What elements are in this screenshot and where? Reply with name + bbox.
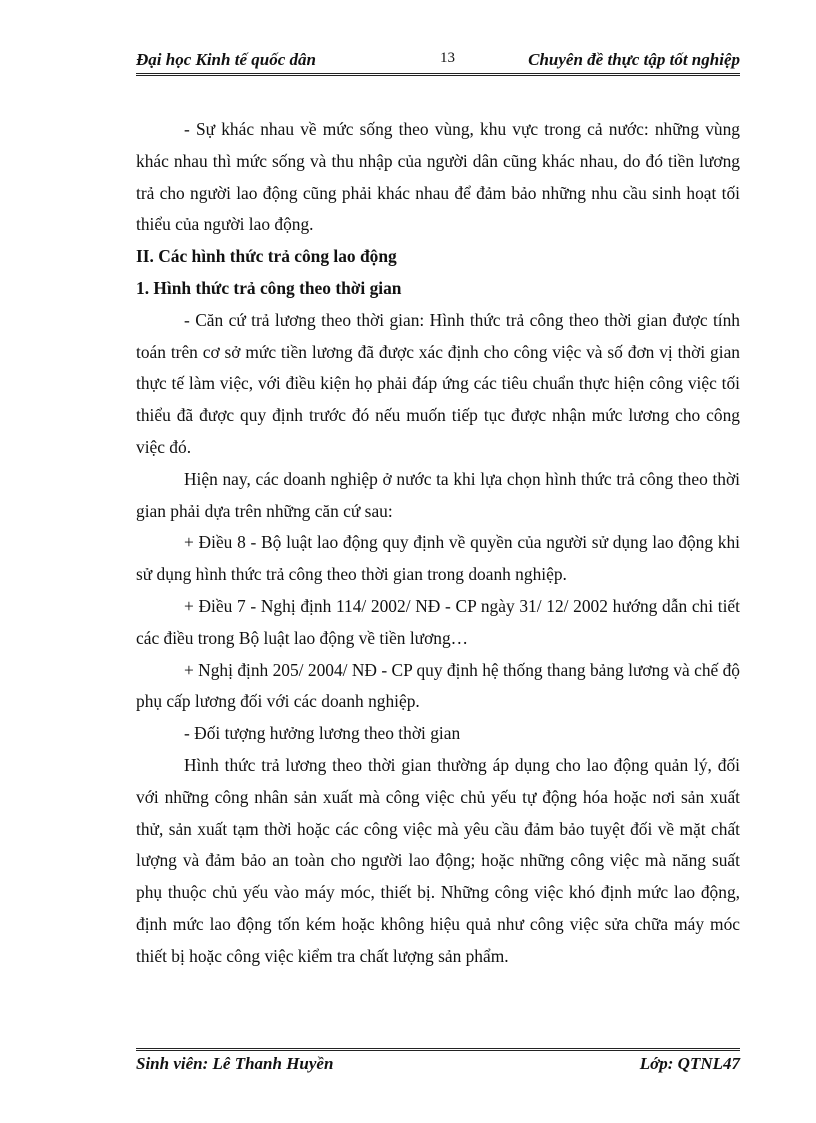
paragraph-current-practice: Hiện nay, các doanh nghiệp ở nước ta khi lựa chọn hình thức trả công theo thời gian phải dựa trên những căn cứ sau: [136, 468, 740, 521]
footer-rule [136, 1048, 740, 1051]
header-university: Đại học Kinh tế quốc dân [136, 50, 316, 69]
section-heading: II. Các hình thức trả công lao động [136, 246, 397, 267]
footer-class: Lớp: QTNL47 [639, 1054, 740, 1073]
subsection-heading: 1. Hình thức trả công theo thời gian [136, 277, 402, 298]
document-body [136, 114, 740, 973]
page-header [136, 48, 740, 72]
paragraph-time-pay-basis: - Căn cứ trả lương theo thời gian: Hình thức trả công theo thời gian được tính toán trên cơ sở mức tiền lương đã được xác định cho công việc và số đơn vị thời gian thực tế làm việc, với điều kiện họ phải đáp ứng các tiêu chuẩn thực hiện công việc tối thiểu đã được quy định trước đó nếu muốn tiếp tục được nhận mức lương cho công việc đó. [136, 309, 740, 457]
page-footer [136, 1054, 740, 1078]
paragraph-eligible-subjects: - Đối tượng hưởng lương theo thời gian [184, 723, 461, 744]
paragraph-decree-205: + Nghị định 205/ 2004/ NĐ - CP quy định hệ thống thang bảng lương và chế độ phụ cấp lương đối với các doanh nghiệp. [136, 659, 740, 712]
footer-student-name: Sinh viên: Lê Thanh Huyền [136, 1054, 334, 1073]
paragraph-article-7: + Điều 7 - Nghị định 114/ 2002/ NĐ - CP ngày 31/ 12/ 2002 hướng dẫn chi tiết các điều trong Bộ luật lao động về tiền lương… [136, 595, 740, 648]
paragraph-regional-living-standards: - Sự khác nhau về mức sống theo vùng, khu vực trong cả nước: những vùng khác nhau thì mức sống và thu nhập của người dân cũng khác nhau, do đó tiền lương trả cho người lao động cũng phải khác nhau để đảm bảo những nhu cầu sinh hoạt tối thiểu của người lao động. [136, 119, 740, 235]
paragraph-application-scope: Hình thức trả lương theo thời gian thường áp dụng cho lao động quản lý, đối với những công nhân sản xuất mà công việc chủ yếu tự động hóa hoặc nơi sản xuất thử, sản xuất tạm thời hoặc các công việc mà yêu cầu đảm bảo tuyệt đối về mặt chất lượng và đảm bảo an toàn cho người lao động; hoặc những công việc mà năng suất phụ thuộc chủ yếu vào máy móc, thiết bị. Những công việc khó định mức lao động, định mức lao động tốn kém hoặc không hiệu quả như công việc sửa chữa máy móc thiết bị hoặc công việc kiểm tra chất lượng sản phẩm. [136, 754, 740, 966]
page-number: 13 [440, 50, 455, 66]
header-rule [136, 73, 740, 76]
header-document-title: Chuyên đề thực tập tốt nghiệp [528, 50, 740, 69]
paragraph-article-8: + Điều 8 - Bộ luật lao động quy định về quyền của người sử dụng lao động khi sử dụng hình thức trả công theo thời gian trong doanh nghiệp. [136, 532, 740, 585]
